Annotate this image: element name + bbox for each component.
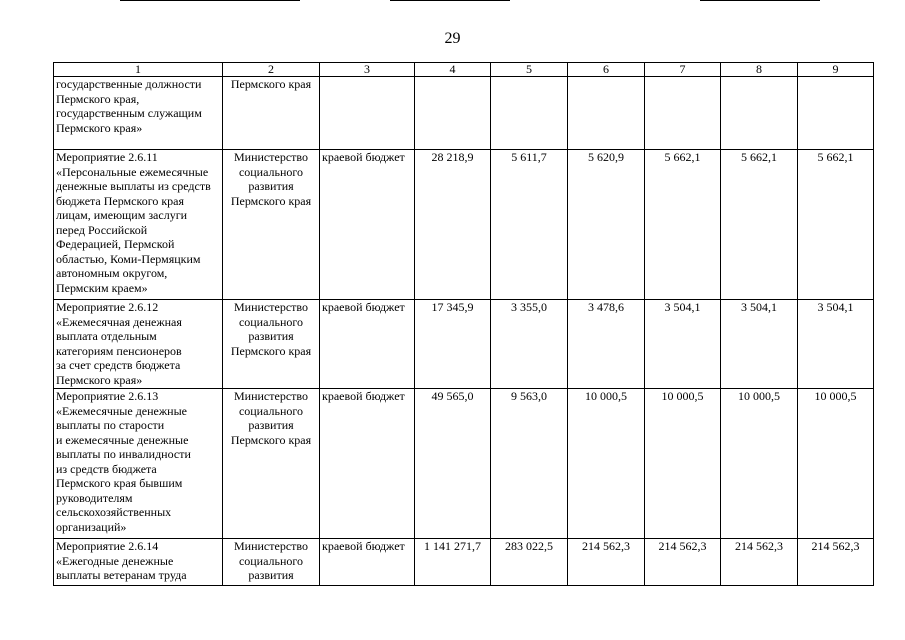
value-cell: 10 000,5 [798,389,874,539]
funding-source: краевой бюджет [320,389,415,539]
value-cell [798,77,874,150]
column-header: 6 [568,63,645,77]
value-cell: 5 620,9 [568,150,645,300]
measure-name: Мероприятие 2.6.12 «Ежемесячная денежная выплата отдельным категориям пенсионеров за счет средств бюджета Пермского края» [54,300,223,389]
table-row [54,389,874,539]
funding-source: краевой бюджет [320,539,415,586]
column-header: 7 [645,63,721,77]
table-row [54,150,874,300]
value-cell: 214 562,3 [798,539,874,586]
column-header: 9 [798,63,874,77]
measure-name: Мероприятие 2.6.13 «Ежемесячные денежные выплаты по старости и ежемесячные денежные выплаты по инвалидности из средств бюджета Пермского края бывшим руководителям сельскохозяйственных организаций» [54,389,223,539]
executor: Пермского края [223,77,320,150]
funding-source: краевой бюджет [320,150,415,300]
value-cell: 214 562,3 [568,539,645,586]
table-row [54,300,874,389]
top-rule-left [120,0,300,1]
value-cell [721,77,798,150]
column-header: 8 [721,63,798,77]
value-cell: 5 662,1 [645,150,721,300]
value-cell: 10 000,5 [721,389,798,539]
value-cell: 283 022,5 [491,539,568,586]
value-cell: 3 504,1 [721,300,798,389]
column-header: 3 [320,63,415,77]
value-cell: 5 662,1 [721,150,798,300]
executor: Министерство социального развития Пермского края [223,389,320,539]
top-rule-right [390,0,510,1]
value-cell: 3 504,1 [645,300,721,389]
value-cell: 3 504,1 [798,300,874,389]
value-cell: 3 355,0 [491,300,568,389]
executor: Министерство социального развития [223,539,320,586]
value-cell: 49 565,0 [415,389,491,539]
funding-source [320,77,415,150]
value-cell: 214 562,3 [721,539,798,586]
column-number-row [54,63,874,77]
top-rule-far-right [700,0,820,1]
value-cell [491,77,568,150]
value-cell: 9 563,0 [491,389,568,539]
value-cell: 5 611,7 [491,150,568,300]
value-cell [568,77,645,150]
executor: Министерство социального развития Пермского края [223,300,320,389]
budget-table [53,62,874,586]
table-row [54,77,874,150]
executor: Министерство социального развития Пермского края [223,150,320,300]
value-cell [415,77,491,150]
value-cell: 10 000,5 [645,389,721,539]
value-cell: 10 000,5 [568,389,645,539]
value-cell: 28 218,9 [415,150,491,300]
value-cell: 3 478,6 [568,300,645,389]
page-number: 29 [444,30,461,47]
measure-name: государственные должности Пермского края, государственным служащим Пермского края» [54,77,223,150]
value-cell [645,77,721,150]
value-cell: 1 141 271,7 [415,539,491,586]
value-cell: 5 662,1 [798,150,874,300]
measure-name: Мероприятие 2.6.14 «Ежегодные денежные выплаты ветеранам труда [54,539,223,586]
column-header: 1 [54,63,223,77]
value-cell: 214 562,3 [645,539,721,586]
measure-name: Мероприятие 2.6.11 «Персональные ежемесячные денежные выплаты из средств бюджета Пермского края лицам, имеющим заслуги перед Российской Федерацией, Пермской областью, Коми-Пермяцким автономным округом, Пермским краем» [54,150,223,300]
column-header: 4 [415,63,491,77]
value-cell: 17 345,9 [415,300,491,389]
funding-source: краевой бюджет [320,300,415,389]
column-header: 2 [223,63,320,77]
column-header: 5 [491,63,568,77]
table-row [54,539,874,586]
